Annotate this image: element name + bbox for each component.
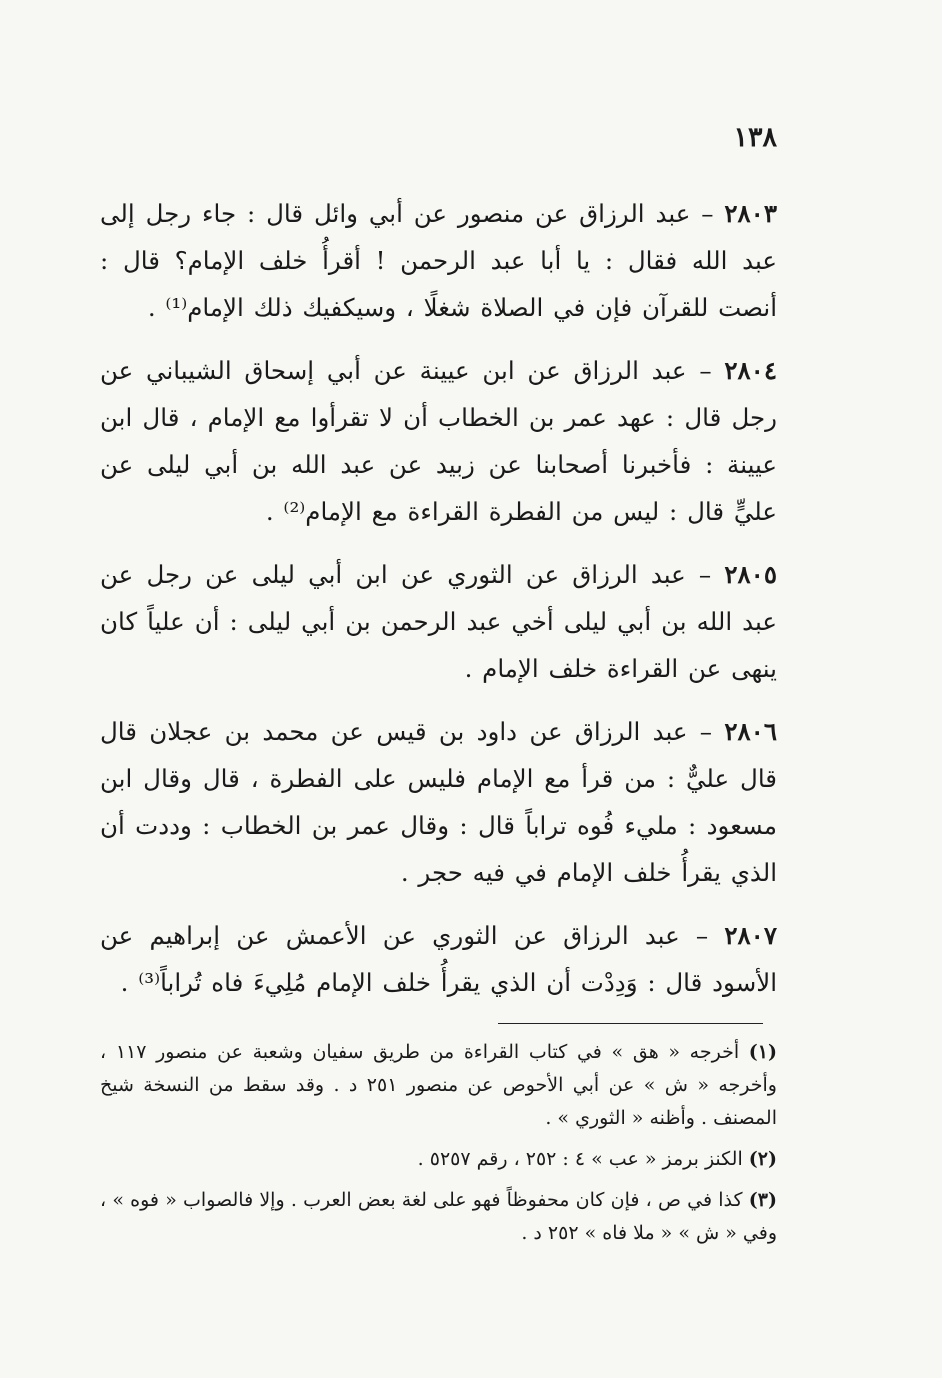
hadith-entry-2804 [100,347,777,535]
hadith-entry-2805 [100,551,777,692]
footnote-text: كذا في ص ، فإن كان محفوظاً فهو على لغة بعض العرب . وإلا فالصواب « فوه » ، وفي « ش » « ملا فاه » ٢٥٢ د . [100,1189,777,1244]
footnote-2 [100,1143,777,1176]
hadith-text: – عبد الرزاق عن ابن عيينة عن أبي إسحاق الشيباني عن رجل قال : عهد عمر بن الخطاب أن لا تقرأوا مع الإمام ، قال ابن عيينة : فأخبرنا أصحابنا عن زبيد عن عبد الله بن أبي ليلى عن عليٍّ قال : ليس من الفطرة القراءة مع الإمام⁽²⁾ . [100,356,777,526]
footnote-mark: (١) [748,1041,777,1063]
page-number: ١٣٨ [733,122,777,153]
hadith-entry-2806 [100,708,777,896]
footnote-mark: (٣) [748,1189,777,1211]
hadith-text: – عبد الرزاق عن الثوري عن ابن أبي ليلى عن رجل عن عبد الله بن أبي ليلى أخي عبد الرحمن بن أبي ليلى : أن علياً كان ينهى عن القراءة خلف الإمام . [100,560,777,683]
hadith-number: ٢٨٠٥ [724,560,777,589]
footnote-text: الكنز برمز « عب » ٤ : ٢٥٢ ، رقم ٥٢٥٧ . [417,1148,743,1170]
hadith-text: – عبد الرزاق عن داود بن قيس عن محمد بن عجلان قال قال عليٌّ : من قرأ مع الإمام فليس على الفطرة ، قال وقال ابن مسعود : مليء فُوه تراباً قال : وقال عمر بن الخطاب : وددت أن الذي يقرأُ خلف الإمام في فيه حجر . [100,717,777,887]
hadith-entry-2807 [100,912,777,1006]
hadith-number: ٢٨٠٦ [724,717,777,746]
hadith-entries [100,190,777,1022]
footnote-mark: (٢) [748,1148,777,1170]
hadith-number: ٢٨٠٧ [724,921,777,950]
footnotes [100,1036,777,1250]
hadith-entry-2803 [100,190,777,331]
footnote-text: أخرجه « هق » في كتاب القراءة من طريق سفيان وشعبة عن منصور ١١٧ ، وأخرجه « ش » عن أبي الأحوص عن منصور ٢٥١ د . وقد سقط من النسخة شيخ المصنف . وأظنه « الثوري » . [100,1041,777,1129]
footnote-1 [100,1036,777,1135]
footnote-3 [100,1184,777,1250]
hadith-number: ٢٨٠٣ [724,199,777,228]
hadith-text: – عبد الرزاق عن الثوري عن الأعمش عن إبراهيم عن الأسود قال : وَدِدْت أن الذي يقرأُ خلف الإمام مُلِيءَ فاه تُراباً⁽³⁾ . [100,921,777,997]
hadith-text: – عبد الرزاق عن منصور عن أبي وائل قال : جاء رجل إلى عبد الله فقال : يا أبا عبد الرحمن ! أقرأُ خلف الإمام؟ قال : أنصت للقرآن فإن في الصلاة شغلًا ، وسيكفيك ذلك الإمام⁽¹⁾ . [100,199,777,322]
footnote-divider [498,1023,763,1024]
hadith-number: ٢٨٠٤ [724,356,777,385]
